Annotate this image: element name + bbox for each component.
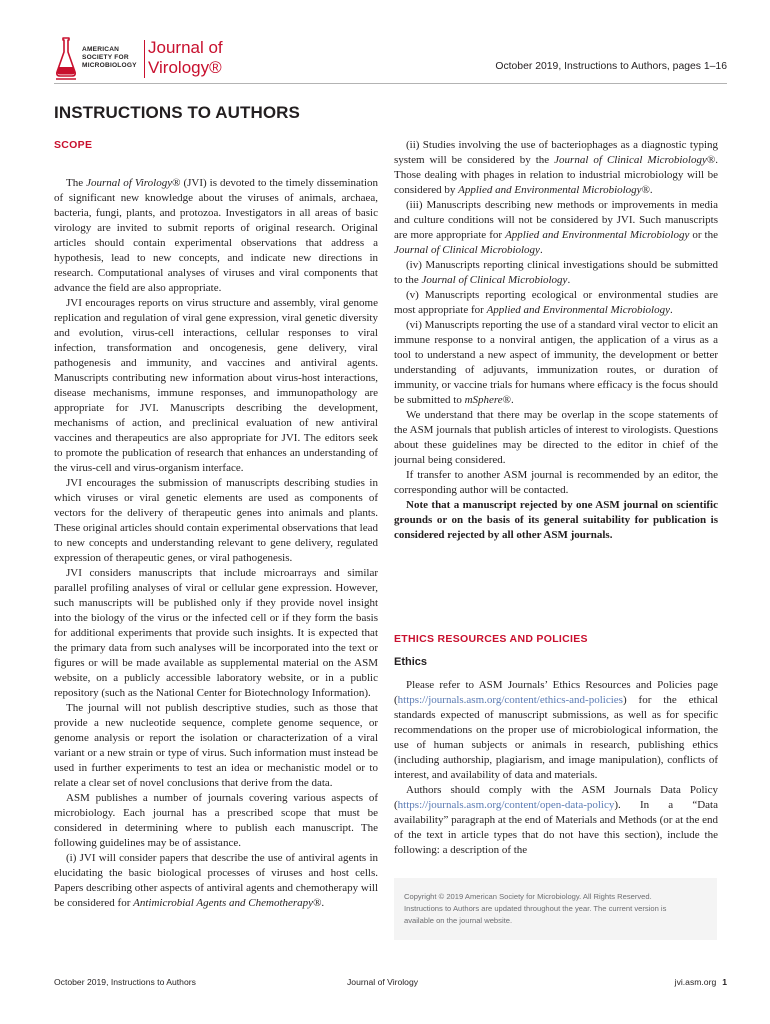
scope-paragraph-9: (iii) Manuscripts describing new methods or improvements in media and culture conditions will not be considered by JVI. Such manuscripts are more appropriate for Applied and Environmental Microbiology or the Journal of Clinical Microbiology. — [394, 199, 718, 256]
journal-name-line2: Virology® — [148, 58, 222, 77]
scope-paragraph-14: If transfer to another ASM journal is recommended by an editor, the corresponding author will be contacted. — [394, 469, 718, 496]
page-title: INSTRUCTIONS TO AUTHORS — [54, 103, 300, 122]
scope-paragraph-13: We understand that there may be overlap in the scope statements of the ASM journals that publish articles of interest to virologists. Questions about these guidelines may be directed to the editor in chief of the journal being considered. — [394, 409, 718, 466]
issue-info: October 2019, Instructions to Authors, pages 1–16 — [495, 61, 727, 72]
scope-paragraph-1: The Journal of Virology® (JVI) is devoted to the timely dissemination of significant new knowledge about the viruses of animals, archaea, bacteria, fungi, plants, and protozoa. Investigators in all areas of basic virology are invited to submit reports of original research. Original articles should contain experimental observations that address a hypothesis, lead to new concepts, and indicate new directions in research. Computational analyses of viruses and viral components that advance the field are also appropriate. — [54, 177, 378, 294]
ethics-subheading: Ethics — [394, 656, 428, 668]
footer-url[interactable]: jvi.asm.org — [674, 977, 717, 987]
page-number: 1 — [722, 977, 727, 987]
ethics-policies-link[interactable]: https://journals.asm.org/content/ethics-and-policies — [397, 694, 623, 706]
update-notice-line1: Instructions to Authors are updated throughout the year. The current version is — [404, 904, 667, 913]
scope-rejection-note: Note that a manuscript rejected by one ASM journal on scientific grounds or on the basis of its general suitability for publication is considered rejected by all other ASM journals. — [394, 499, 718, 541]
ethics-paragraph-2: Authors should comply with the ASM Journals Data Policy (https://journals.asm.org/content/open-data-policy). In a “Data availability” paragraph at the end of Materials and Methods (or at the end of the text in article types that do not have this section), include the following: a description of the — [394, 784, 718, 856]
journal-name-line1: Journal of — [148, 38, 223, 57]
scope-paragraph-2: JVI encourages reports on virus structure and assembly, viral genome replication and regulation of viral gene expression, viral genetic diversity and evolution, virus-cell interactions, cellular responses to viral infection, transformation and oncogenesis, gene delivery, viral pathogenesis and immunity, and vaccines and antiviral agents. Manuscripts contributing new information about virus-host interactions, disease mechanisms, immune responses, and immunopathology are appropriate for JVI. Manuscripts describing the development, mechanisms of action, and preclinical evaluation of new antiviral vaccines and therapeutics are also appropriate for JVI. The editors seek to promote the publication of research that enhances an understanding of the virus-cell and virus-organism interface. — [54, 297, 378, 474]
logo-divider — [144, 40, 145, 78]
scope-paragraph-3: JVI encourages the submission of manuscripts describing studies in which viruses or viral genetic elements are used as components of vectors for the delivery of therapeutic genes into animals and plants. These original articles should contain experimental observations that lead to new concepts and understanding relevant to gene delivery, regulated expression of therapeutic genes, or viral pathogenesis. — [54, 477, 378, 564]
ethics-column — [394, 678, 718, 868]
scope-paragraph-11: (v) Manuscripts reporting ecological or environmental studies are most appropriate for Applied and Environmental Microbiology. — [394, 289, 718, 316]
scope-paragraph-6: ASM publishes a number of journals covering various aspects of microbiology. Each journal has a prescribed scope that must be considered in determining where to publish each manuscript. The following guidelines may be of assistance. — [54, 792, 378, 849]
copyright-line: Copyright © 2019 American Society for Microbiology. All Rights Reserved. — [404, 892, 652, 901]
scope-column-right — [394, 138, 718, 590]
scope-paragraph-8: (ii) Studies involving the use of bacteriophages as a diagnostic typing system will be considered by the Journal of Clinical Microbiology®. Those dealing with phages in relation to industrial microbiology will be considered by Applied and Environmental Microbiology®. — [394, 139, 718, 196]
org-name-line2: SOCIETY FOR — [82, 54, 129, 61]
org-name-line1: AMERICAN — [82, 46, 120, 53]
ethics-paragraph-1: Please refer to ASM Journals’ Ethics Resources and Policies page (https://journals.asm.org/content/ethics-and-policies) for the ethical standards expected of manuscript submissions, as well as for specific recommendations on the proper use of microbiological information, the use of human subjects or animals in research, publishing ethics (including authorship, plagiarism, and image manipulation), conflicts of interest, and availability of data and materials. — [394, 679, 718, 781]
flask-icon — [54, 36, 78, 80]
footer-site — [675, 977, 727, 987]
scope-heading: SCOPE — [54, 139, 93, 151]
scope-paragraph-5: The journal will not publish descriptive studies, such as those that provide a new nucleotide sequence, complete genome sequence, or genome analysis or report the isolation or characterization of a viral variant or a new strain or type of virus. Such information must instead be used in further experiments to test an idea or mechanistic model or to relate a clear set of novel conclusions that derive from the data. — [54, 702, 378, 789]
org-name-line3: MICROBIOLOGY — [82, 62, 137, 69]
copyright-notice — [394, 878, 717, 940]
scope-column-left — [54, 176, 378, 951]
scope-paragraph-7: (i) JVI will consider papers that describe the use of antiviral agents in elucidating the basic biological processes of viruses and host cells. Papers describing other aspects of antiviral agents and chemotherapy will be considered for Antimicrobial Agents and Chemotherapy®. — [54, 852, 378, 909]
footer-issue: October 2019, Instructions to Authors — [54, 977, 196, 987]
scope-paragraph-4: JVI considers manuscripts that include microarrays and similar parallel profiling analyses of viral or cellular gene expression. However, such manuscripts will be published only if they provide novel insight into the biology of the virus or the infected cell or if they form the basis for additional experiments that provide such insights. It is expected that the primary data from such analyses will be incorporated into the text or figures or will be made available as supplemental material on the ASM website, on a publicly accessible laboratory website, or in a public repository (such as the National Center for Biotechnology Information). — [54, 567, 378, 699]
scope-paragraph-12: (vi) Manuscripts reporting the use of a standard viral vector to elicit an immune response to a nonviral antigen, the application of a virus as a tool to understand a new aspect of immunity, the development or better understanding of adjuvants, immunization routes, or duration of immunity, or vaccine trials for humans where efficacy is the focus should be submitted to mSphere®. — [394, 319, 718, 406]
scope-paragraph-10: (iv) Manuscripts reporting clinical investigations should be submitted to the Journal of Clinical Microbiology. — [394, 259, 718, 286]
footer-journal: Journal of Virology — [347, 977, 419, 987]
journal-logo — [54, 36, 229, 82]
update-notice-line2: available on the journal website. — [404, 916, 513, 925]
ethics-heading: ETHICS RESOURCES AND POLICIES — [394, 633, 588, 645]
header-divider — [54, 83, 727, 84]
open-data-policy-link[interactable]: https://journals.asm.org/content/open-data-policy — [397, 799, 615, 811]
